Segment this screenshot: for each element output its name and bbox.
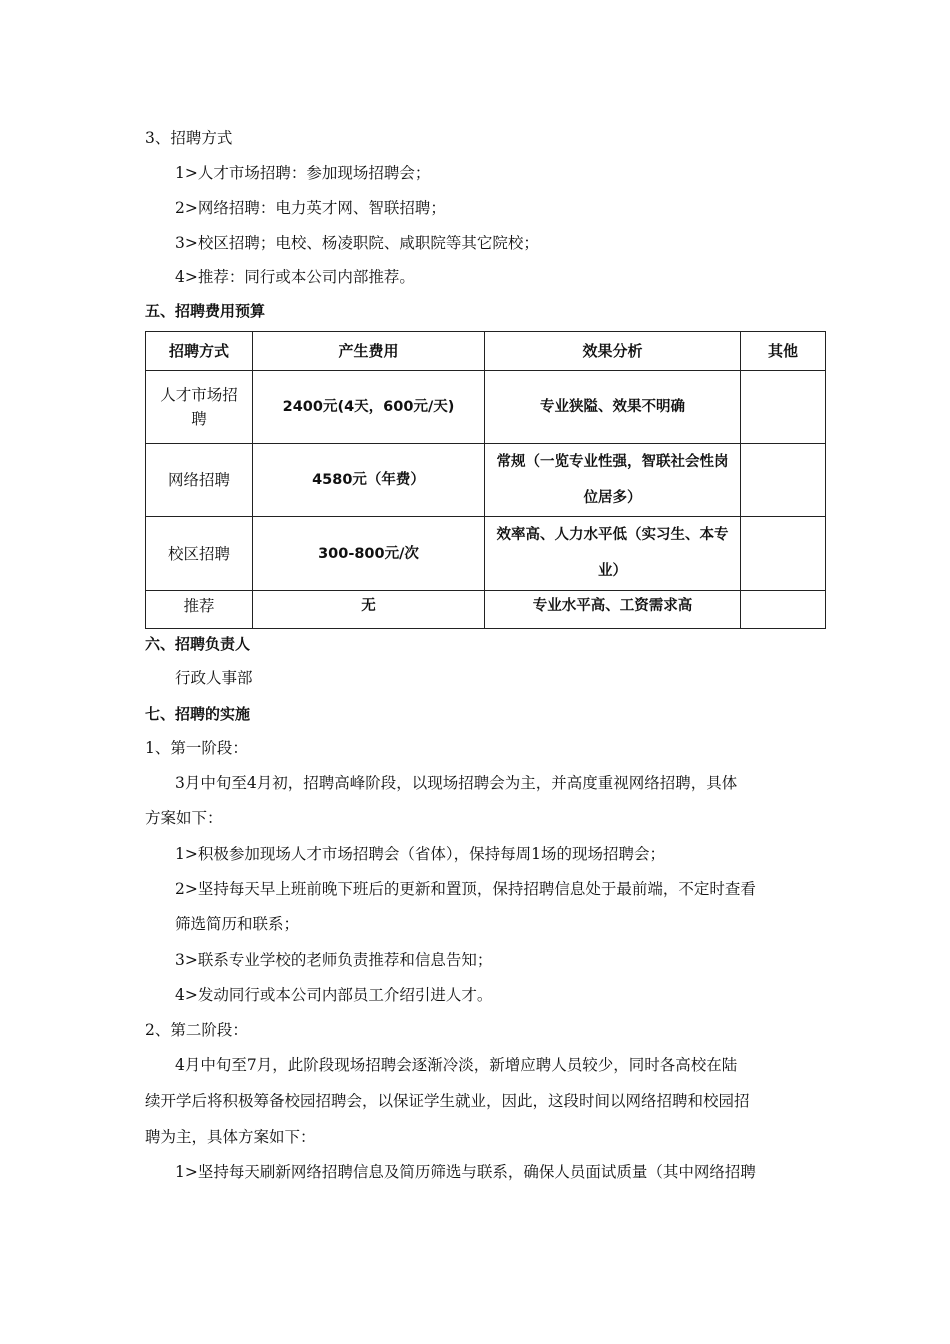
stage2-intro-3: 聘为主，具体方案如下： [145, 1128, 316, 1146]
row-effect: 专业狭隘、效果不明确 [485, 371, 741, 444]
row-other [741, 371, 826, 444]
stage2-title: 2、第二阶段： [145, 1021, 248, 1039]
budget-heading: 五、招聘费用预算 [145, 302, 266, 320]
table-row [146, 444, 826, 517]
owner-heading: 六、招聘负责人 [145, 635, 251, 653]
stage2-intro-2: 续开学后将积极筹备校园招聘会，以保证学生就业，因此，这段时间以网络招聘和校园招 [145, 1092, 750, 1110]
budget-table [145, 331, 826, 629]
row-method: 人才市场招聘 [146, 371, 253, 444]
row-other [741, 444, 826, 517]
row-method: 校区招聘 [146, 517, 253, 591]
stage1-intro-2: 方案如下： [145, 809, 223, 827]
row-cost: 2400元(4天，600元/天) [253, 371, 485, 444]
table-row [146, 591, 826, 629]
row-effect: 专业水平高、工资需求高 [485, 591, 741, 629]
implementation-heading: 七、招聘的实施 [145, 705, 251, 723]
stage2-item-1: 1>坚持每天刷新网络招聘信息及简历筛选与联系，确保人员面试质量（其中网络招聘 [175, 1163, 756, 1181]
row-effect: 效率高、人力水平低（实习生、本专业） [485, 517, 741, 591]
table-row [146, 517, 826, 591]
header-effect: 效果分析 [485, 332, 741, 371]
stage1-title: 1、第一阶段： [145, 739, 248, 757]
stage1-item-2: 2>坚持每天早上班前晚下班后的更新和置顶，保持招聘信息处于最前端，不定时查看 [175, 880, 756, 898]
recruit-method-1: 1>人才市场招聘：参加现场招聘会； [175, 164, 431, 182]
recruit-method-3: 3>校区招聘；电校、杨凌职院、咸职院等其它院校； [175, 234, 539, 252]
stage1-item-2-cont: 筛选简历和联系； [175, 915, 300, 933]
row-other [741, 517, 826, 591]
table-row [146, 371, 826, 444]
row-method: 网络招聘 [146, 444, 253, 517]
row-cost: 300-800元/次 [253, 517, 485, 591]
recruit-method-4: 4>推荐：同行或本公司内部推荐。 [175, 268, 415, 286]
stage1-intro-1: 3月中旬至4月初，招聘高峰阶段，以现场招聘会为主，并高度重视网络招聘，具体 [175, 774, 738, 792]
header-other: 其他 [741, 332, 826, 371]
stage1-item-4: 4>发动同行或本公司内部员工介绍引进人才。 [175, 986, 493, 1004]
stage1-item-3: 3>联系专业学校的老师负责推荐和信息告知； [175, 951, 493, 969]
header-cost: 产生费用 [253, 332, 485, 371]
row-other [741, 591, 826, 629]
section-3-title: 3、招聘方式 [145, 129, 233, 147]
row-cost: 4580元（年费） [253, 444, 485, 517]
header-method: 招聘方式 [146, 332, 253, 371]
stage1-item-1: 1>积极参加现场人才市场招聘会（省体），保持每周1场的现场招聘会； [175, 845, 665, 863]
row-effect: 常规（一览专业性强，智联社会性岗位居多） [485, 444, 741, 517]
row-method: 推荐 [146, 591, 253, 629]
owner-text: 行政人事部 [175, 669, 253, 687]
recruit-method-2: 2>网络招聘：电力英才网、智联招聘； [175, 199, 446, 217]
stage2-intro-1: 4月中旬至7月，此阶段现场招聘会逐渐冷淡，新增应聘人员较少，同时各高校在陆 [175, 1056, 738, 1074]
table-header-row [146, 332, 826, 371]
row-cost: 无 [253, 591, 485, 629]
